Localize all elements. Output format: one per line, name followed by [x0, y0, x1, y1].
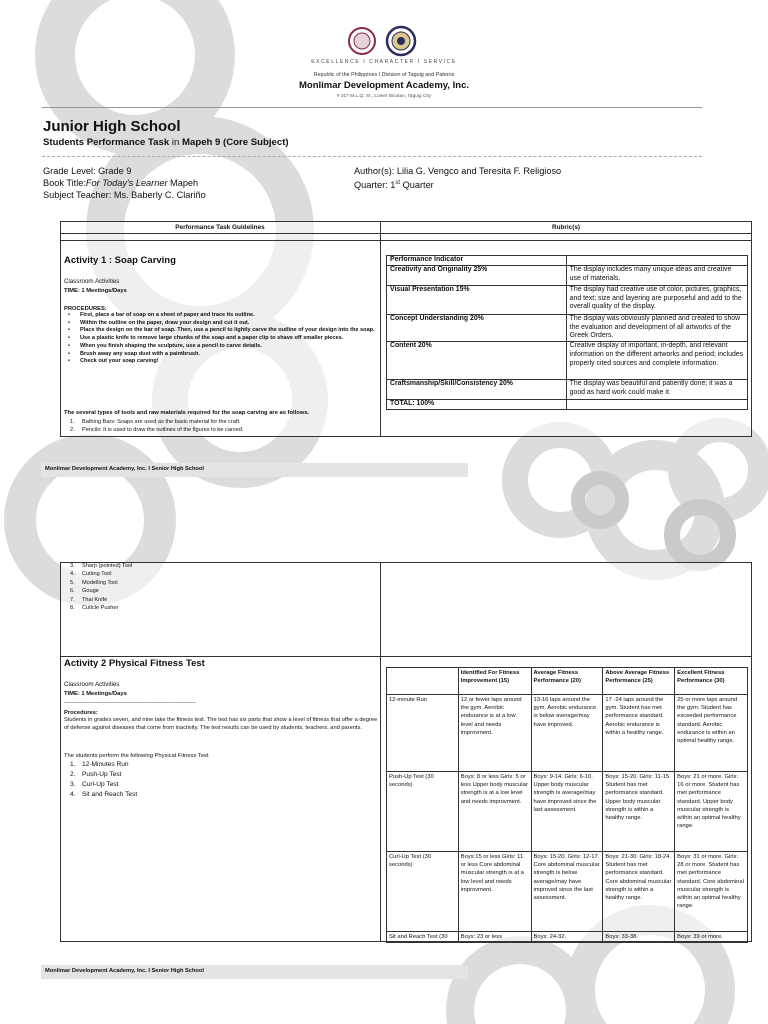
header-row-line — [60, 233, 752, 234]
quarter-sup: st — [395, 180, 401, 186]
fitness-row — [387, 695, 748, 772]
rubric-header-empty — [566, 256, 747, 266]
fitness-test-item — [64, 790, 378, 800]
fitness-cell: Sit and Reach Test (30 — [387, 932, 459, 943]
fitness-cell: Boys: 24-32. — [531, 932, 603, 943]
fitness-cell: Boys: 31 or more. Girls: 28 or more. Student has met performance standard. Core abdominal muscular strength is within an optimal healthy range. — [675, 852, 748, 932]
procedure-item: • Check out your soap carving! — [64, 358, 378, 366]
material-text: Thai Knife — [82, 596, 108, 603]
rubric-indicator: Visual Presentation 15% — [387, 285, 567, 314]
page-footer: Monlimar Development Academy, Inc. I Senior High School — [41, 463, 468, 477]
rubric-subline — [380, 240, 752, 241]
rubric-total-empty — [566, 400, 747, 410]
fitness-cell: 12 or fewer laps around the gym. Aerobic endurance is at a low level and needs improvment. — [458, 695, 531, 772]
material-number: 1. — [70, 419, 75, 425]
materials-list-continued — [64, 562, 378, 612]
academy-address: # 317 M.L.Q. St., Lower Bicutan, Taguig City — [336, 94, 432, 99]
rubric-description: Creative display of important, in-depth, and relevant information on the different artworks and period; includes properly cited sources and complete information. — [566, 342, 747, 380]
column-separator — [380, 221, 381, 437]
school-motto: EXCELLENCE I CHARACTER I SERVICE — [311, 59, 457, 65]
fitness-cell: 12-minute Run — [387, 695, 459, 772]
fitness-cell: Boys: 21-30. Girls: 18-24. Student has met performance standard. Core abdominal muscular strength is within a healthy range. — [603, 852, 675, 932]
fitness-test-text: Sit and Reach Test — [82, 791, 138, 798]
material-item — [64, 570, 378, 578]
course-info-right — [354, 165, 694, 191]
fitness-test-number: 3. — [70, 781, 76, 788]
fitness-test-item — [64, 780, 378, 790]
activity1-time: TIME: 1 Meetings/Days — [64, 288, 127, 294]
material-number: 2. — [70, 427, 75, 434]
fitness-cell: Boys: 21 or more. Girls: 16 or more. Student has met performance standard. Upper body muscular strength is within an optimal healthy range. — [675, 772, 748, 852]
rubric-row — [387, 342, 748, 380]
activity2-type: Classroom Activities — [64, 681, 120, 688]
fitness-test-text: Curl-Up Test — [82, 781, 119, 788]
material-item — [64, 587, 378, 595]
task-title-prefix: Students Performance Task — [43, 137, 170, 148]
material-item — [64, 596, 378, 604]
rubric-indicator: Creativity and Originality 25% — [387, 265, 567, 285]
rubric-indicator: Craftsmanship/Skill/Consistency 20% — [387, 380, 567, 400]
material-text: Pencils: It is used to draw the outlines of the figures to be carved. — [82, 427, 244, 434]
task-title-subject: Mapeh 9 (Core Subject) — [182, 137, 289, 148]
quarter-prefix: Quarter: 1 — [354, 180, 396, 191]
task-title-in: in — [171, 137, 180, 148]
rubric-total-row — [387, 400, 748, 410]
fitness-test-number: 4. — [70, 791, 76, 798]
guidelines-header: Performance Task Guidelines — [175, 224, 265, 231]
fitness-cell: Push-Up Test (30 seconds) — [387, 772, 459, 852]
material-text: Modelling Tool — [82, 579, 118, 586]
material-number: 5. — [70, 579, 75, 586]
rubric-description: The display was beautiful and patiently done; it was a good as hard work could make it. — [566, 380, 747, 400]
material-number: 6. — [70, 588, 75, 595]
procedure-item: • Place the design on the bar of soap. Then, use a pencil to lightly carve the outline of your design into the soap. — [64, 327, 378, 335]
fitness-cell: Boys: 9-14. Girls: 6-10. Upper body muscular strength is average/may have improved since the last assessment. — [531, 772, 603, 852]
materials-list — [64, 418, 378, 435]
task-title — [43, 137, 289, 148]
procedure-item: • First, place a bar of soap on a sheet of paper and trace its outline. — [64, 312, 378, 320]
procedure-item: • Brush away any soap dust with a paintbrush. — [64, 351, 378, 359]
fitness-test-text: 12-Minutes Run — [82, 761, 129, 768]
fitness-table — [386, 667, 748, 943]
school-level-title: Junior High School — [43, 118, 181, 135]
fitness-row — [387, 772, 748, 852]
fitness-cell: Curl-Up Test (30 seconds) — [387, 852, 459, 932]
fitness-cell: Boys: 15-20. Girls: 12-17. Core abdominal muscular strength is below average/may have improved since the last assessment. — [531, 852, 603, 932]
fitness-cell: 25 or more laps around the gym. Student has exceeded performance standard. Aerobic endurance is within an optimal healthy range. — [675, 695, 748, 772]
procedure-item: • Use a plastic knife to remove large chunks of the soap and a paper clip to shave off smaller pieces. — [64, 335, 378, 343]
fitness-tests-list — [64, 760, 378, 800]
fitness-test-item — [64, 760, 378, 770]
procedure-item: • When you finish shaping the sculpture, use a pencil to carve details. — [64, 343, 378, 351]
fitness-test-number: 2. — [70, 771, 76, 778]
book-title-italic: For Today's Learner — [85, 178, 168, 188]
activity1-procedures-label: PROCEDURES: — [64, 306, 107, 312]
fitness-test-item — [64, 770, 378, 780]
quarter — [354, 177, 694, 191]
fitness-cell: Boys:15 or less Girls: 11 or less Core abdominal muscular strength is at a low level and needs improvment. — [458, 852, 531, 932]
materials-intro: The several types of tools and raw materials required for the soap carving are as follows. — [64, 410, 310, 416]
course-info-left — [43, 165, 343, 201]
fitness-test-text: Push-Up Test — [82, 771, 122, 778]
rubric-row — [387, 265, 748, 285]
fitness-cell: Boys: 15-20. Girls: 11-15. Student has met performance standard. Upper body muscular strength is within a healthy range. — [603, 772, 675, 852]
fitness-header-row — [387, 668, 748, 695]
subject-teacher: Subject Teacher: Ms. Baberly C. Clariño — [43, 190, 206, 200]
fitness-cell: Boys: 33-38. — [603, 932, 675, 943]
fitness-cell: 13-16 laps around the gym. Aerobic endurance is below average/may have improved. — [531, 695, 603, 772]
activity2-dashes: ----------------------------------------------------------------------- — [64, 700, 197, 706]
activity2-perform-intro: The students perform the following Physical Fitness Test — [64, 753, 209, 759]
fitness-header-cell: Average Fitness Performance (20) — [531, 668, 603, 695]
activity2-title: Activity 2 Physical Fitness Test — [64, 658, 205, 669]
fitness-header-cell — [387, 668, 459, 695]
material-number: 3. — [70, 563, 75, 569]
school-logos — [346, 24, 426, 58]
activity2-time: TIME: 1 Meetings/Days — [64, 691, 127, 697]
fitness-header-cell: Excellent Fitness Performance (30) — [675, 668, 748, 695]
rubrics-header: Rubric(s) — [551, 224, 581, 231]
rubric-row — [387, 380, 748, 400]
fitness-cell: Boys: 39 or more. — [675, 932, 748, 943]
fitness-test-number: 1. — [70, 761, 76, 768]
fitness-header-cell: Above Average Fitness Performance (25) — [603, 668, 675, 695]
fitness-row — [387, 852, 748, 932]
activity1-procedures — [64, 312, 378, 366]
procedure-item: • Within the outline on the paper, draw your design and cut it out. — [64, 320, 378, 328]
activity2-procedures-label: Procedures: — [64, 710, 98, 716]
material-number: 8. — [70, 605, 75, 612]
material-item — [64, 426, 378, 434]
rubric-header-row — [387, 256, 748, 266]
row-divider — [60, 656, 752, 657]
rubric-description: The display includes many unique ideas and creative use of materials. — [566, 265, 747, 285]
material-item — [64, 604, 378, 612]
rubric-table — [386, 255, 748, 410]
guidelines-subline — [60, 240, 380, 241]
material-number: 4. — [70, 571, 75, 578]
activity2-procedures-text: Students in grades seven, and nine take the fitness test. The test has six parts that show a level of fitness that offer a degree of defense against diseases that come from inactivity. The test results can be used by students, teachers, and parents. — [64, 717, 378, 731]
rubric-description: The display had creative use of color, pictures, graphics, and text; size and layering are purposeful and add to the overall quality of the display. — [566, 285, 747, 314]
material-text: Bathing Bars: Soaps are used as the basic material for the craft. — [82, 419, 241, 425]
rubric-row — [387, 314, 748, 341]
fitness-cell: Boys: 23 or less — [458, 932, 531, 943]
book-title — [43, 177, 343, 189]
header-divider — [42, 107, 702, 108]
authors: Author(s): Lilia G. Vengco and Teresita F. Religioso — [354, 166, 562, 176]
activity1-title: Activity 1 : Soap Carving — [64, 255, 176, 266]
rubric-header-cell: Performance Indicator — [387, 256, 567, 266]
fitness-row — [387, 932, 748, 943]
material-item — [64, 579, 378, 587]
rubric-total: TOTAL: 100% — [387, 400, 567, 410]
activity1-type: Classroom Activities — [64, 278, 120, 285]
info-divider — [42, 156, 702, 157]
material-item — [64, 418, 378, 426]
material-text: Cuticle Pusher — [82, 605, 119, 612]
fitness-header-cell: Identified For Fitness Improvement (15) — [458, 668, 531, 695]
material-text: Cutting Tool — [82, 571, 112, 578]
column-separator-2 — [380, 562, 381, 942]
book-title-rest: Mapeh — [167, 178, 199, 188]
quarter-suffix: Quarter — [400, 180, 434, 191]
page-footer-2: Monlimar Development Academy, Inc. I Senior High School — [41, 965, 468, 979]
material-item — [64, 562, 378, 570]
rubric-indicator: Content 20% — [387, 342, 567, 380]
material-number: 7. — [70, 596, 75, 603]
fitness-cell: 17 -24 laps around the gym. Student has met performance standard. Aerobic endurance is within a healthy range. — [603, 695, 675, 772]
fitness-cell: Boys: 8 or less Girls: 5 or less Upper body muscular strength is at a low level and needs improvment. — [458, 772, 531, 852]
material-text: Gouge — [82, 588, 99, 595]
grade-level: Grade Level: Grade 9 — [43, 166, 132, 176]
rubric-description: The display was obviously planned and created to show the evaluation and development of all artworks of the Greek Orders. — [566, 314, 747, 341]
academy-name: Monlimar Development Academy, Inc. — [299, 80, 469, 91]
book-title-label: Book Title: — [43, 178, 86, 188]
rubric-indicator: Concept Understanding 20% — [387, 314, 567, 341]
republic-line: Republic of the Philippines I Division of Taguig and Pateros — [313, 72, 455, 78]
material-text: Sharp (pointed) Tool — [82, 563, 133, 569]
rubric-row — [387, 285, 748, 314]
